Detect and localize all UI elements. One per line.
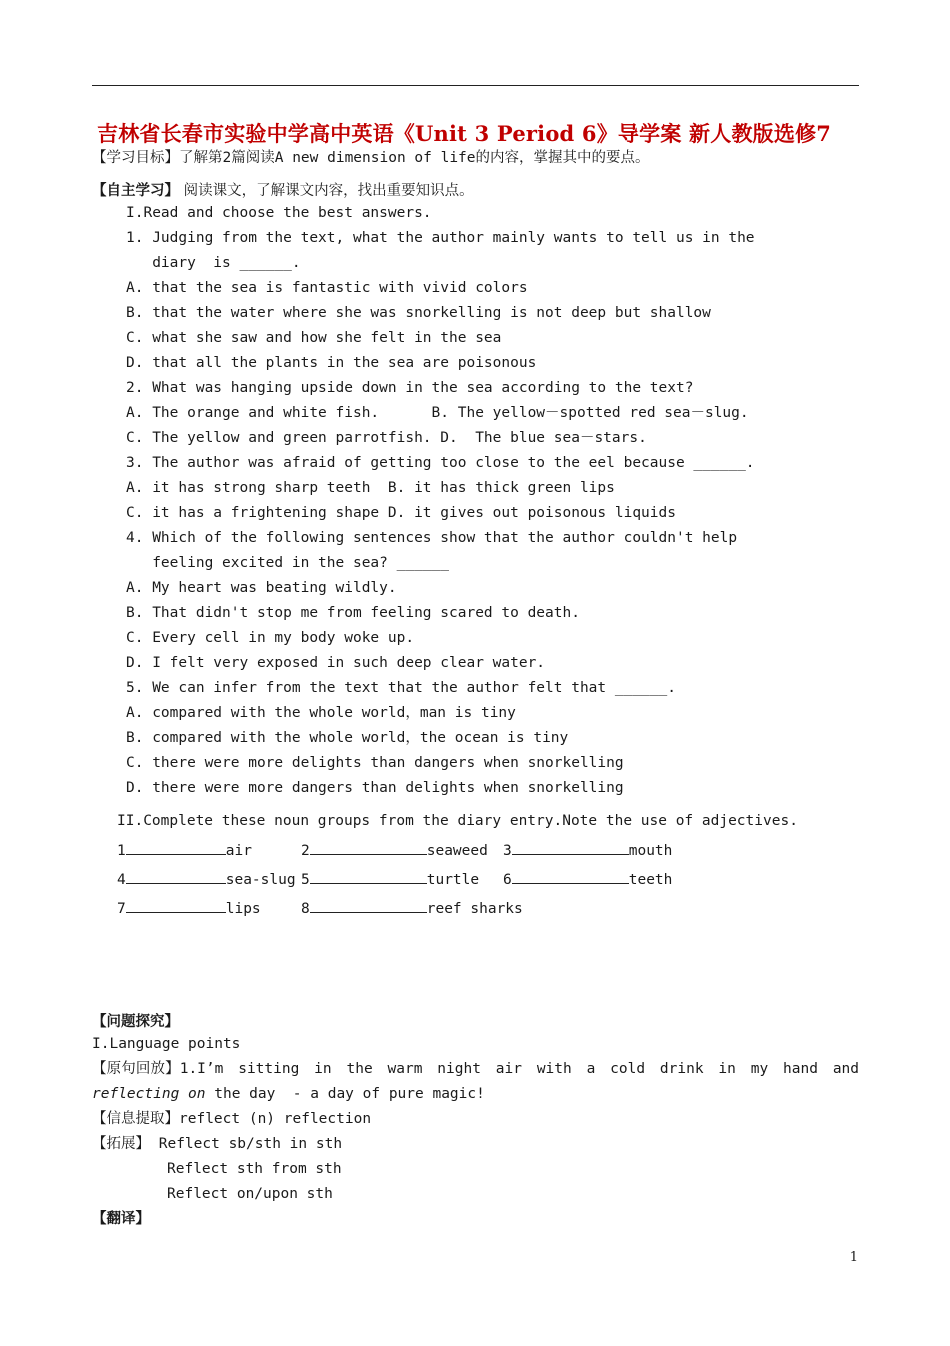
q2-stem: 2. What was hanging upside down in the sea according to the text?	[126, 380, 694, 396]
q5-option-b: B. compared with the whole world，the ocean is tiny	[126, 730, 569, 746]
blank-num: 8	[301, 901, 310, 917]
extend-item-1: Reflect sb/sth in sth	[150, 1136, 343, 1152]
q4-stem: 4. Which of the following sentences show that the author couldn't help	[126, 530, 738, 546]
original-label: 【原句回放】	[92, 1061, 180, 1077]
q4-option-a: A. My heart was beating wildly.	[126, 580, 397, 596]
original-italic-phrase: reflecting on	[92, 1086, 206, 1102]
blank-row-5	[301, 869, 479, 890]
blank-row-6	[503, 869, 672, 890]
blank-word: teeth	[628, 872, 673, 888]
blank-row-3	[503, 840, 672, 861]
q4-option-c: C. Every cell in my body woke up.	[126, 630, 415, 646]
info-label: 【信息提取】	[92, 1111, 179, 1127]
original-sentence-line2	[92, 1084, 485, 1104]
q5-option-c: C. there were more delights than dangers when snorkelling	[126, 755, 624, 771]
q1-stem-cont: diary is ______.	[126, 255, 301, 271]
original-text-cont: the day - a day of pure magic!	[205, 1086, 485, 1102]
blank-word: reef sharks	[426, 901, 523, 917]
blank-line[interactable]	[310, 869, 427, 884]
blank-word: sea-slug	[225, 872, 296, 888]
blank-num: 7	[117, 901, 126, 917]
blank-line[interactable]	[126, 840, 226, 855]
info-text: reflect (n) reflection	[179, 1111, 372, 1127]
page-number: 1	[849, 1250, 858, 1265]
blank-row-7	[117, 898, 261, 919]
blank-row-1	[117, 840, 252, 861]
q4-stem-cont: feeling excited in the sea? ______	[126, 555, 450, 571]
blank-line[interactable]	[310, 898, 427, 913]
q5-stem: 5. We can infer from the text that the author felt that ______.	[126, 680, 676, 696]
blank-line[interactable]	[126, 869, 226, 884]
extension	[92, 1134, 342, 1154]
original-sentence-line1	[92, 1059, 859, 1079]
q3-options-ab: A. it has strong sharp teeth B. it has thick green lips	[126, 480, 615, 496]
q5-option-d: D. there were more dangers than delights when snorkelling	[126, 780, 624, 796]
blank-line[interactable]	[126, 898, 226, 913]
blank-word: seaweed	[426, 843, 488, 859]
blank-num: 2	[301, 843, 310, 859]
q1-option-d: D. that all the plants in the sea are poisonous	[126, 355, 537, 371]
blank-num: 6	[503, 872, 512, 888]
blank-line[interactable]	[512, 869, 629, 884]
part2-heading: II.Complete these noun groups from the diary entry.Note the use of adjectives.	[117, 813, 798, 829]
blank-num: 1	[117, 843, 126, 859]
q1-option-b: B. that the water where she was snorkelling is not deep but shallow	[126, 305, 711, 321]
blank-num: 4	[117, 872, 126, 888]
part1-heading: I.Read and choose the best answers.	[126, 205, 432, 221]
q2-options-cd: C. The yellow and green parrotfish. D. The blue sea－stars.	[126, 430, 647, 446]
blank-word: lips	[225, 901, 261, 917]
blank-row-4	[117, 869, 296, 890]
self-study-text: 阅读课文，了解课文内容，找出重要知识点。	[179, 183, 474, 199]
header-rule	[92, 85, 859, 86]
blank-line[interactable]	[310, 840, 427, 855]
extend-item-3: Reflect on/upon sth	[167, 1186, 333, 1202]
page-title: 吉林省长春市实验中学高中英语《Unit 3 Period 6》导学案 新人教版选修7	[97, 121, 832, 146]
blank-row-8	[301, 898, 523, 919]
blank-row-2	[301, 840, 488, 861]
q3-options-cd: C. it has a frightening shape D. it gives out poisonous liquids	[126, 505, 676, 521]
q1-option-a: A. that the sea is fantastic with vivid colors	[126, 280, 528, 296]
q5-option-a: A. compared with the whole world，man is tiny	[126, 705, 516, 721]
goal-text: 了解第2篇阅读A new dimension of life的内容，掌握其中的要点。	[179, 150, 650, 166]
blank-num: 5	[301, 872, 310, 888]
extend-label: 【拓展】	[92, 1136, 150, 1152]
q4-option-b: B. That didn't stop me from feeling scared to death.	[126, 605, 580, 621]
extend-item-2: Reflect sth from sth	[167, 1161, 342, 1177]
q4-option-d: D. I felt very exposed in such deep clear water.	[126, 655, 546, 671]
q1-stem: 1. Judging from the text, what the author mainly wants to tell us in the	[126, 230, 755, 246]
language-points-heading: I.Language points	[92, 1036, 241, 1052]
learning-goal	[92, 148, 650, 168]
self-study-label: 【自主学习】	[92, 183, 179, 199]
info-extraction	[92, 1109, 371, 1129]
translate-label: 【翻译】	[92, 1211, 150, 1227]
original-text: 1.I’m sitting in the warm night air with a cold drink in my hand and	[179, 1061, 860, 1077]
q2-options-ab: A. The orange and white fish. B. The yellow－spotted red sea－slug.	[126, 405, 749, 421]
blank-line[interactable]	[512, 840, 629, 855]
blank-word: air	[225, 843, 252, 859]
blank-word: mouth	[628, 843, 673, 859]
explore-label: 【问题探究】	[92, 1014, 179, 1030]
q3-stem: 3. The author was afraid of getting too close to the eel because ______.	[126, 455, 755, 471]
blank-word: turtle	[426, 872, 480, 888]
goal-label: 【学习目标】	[92, 150, 179, 166]
self-study	[92, 181, 474, 201]
q1-option-c: C. what she saw and how she felt in the sea	[126, 330, 502, 346]
blank-num: 3	[503, 843, 512, 859]
